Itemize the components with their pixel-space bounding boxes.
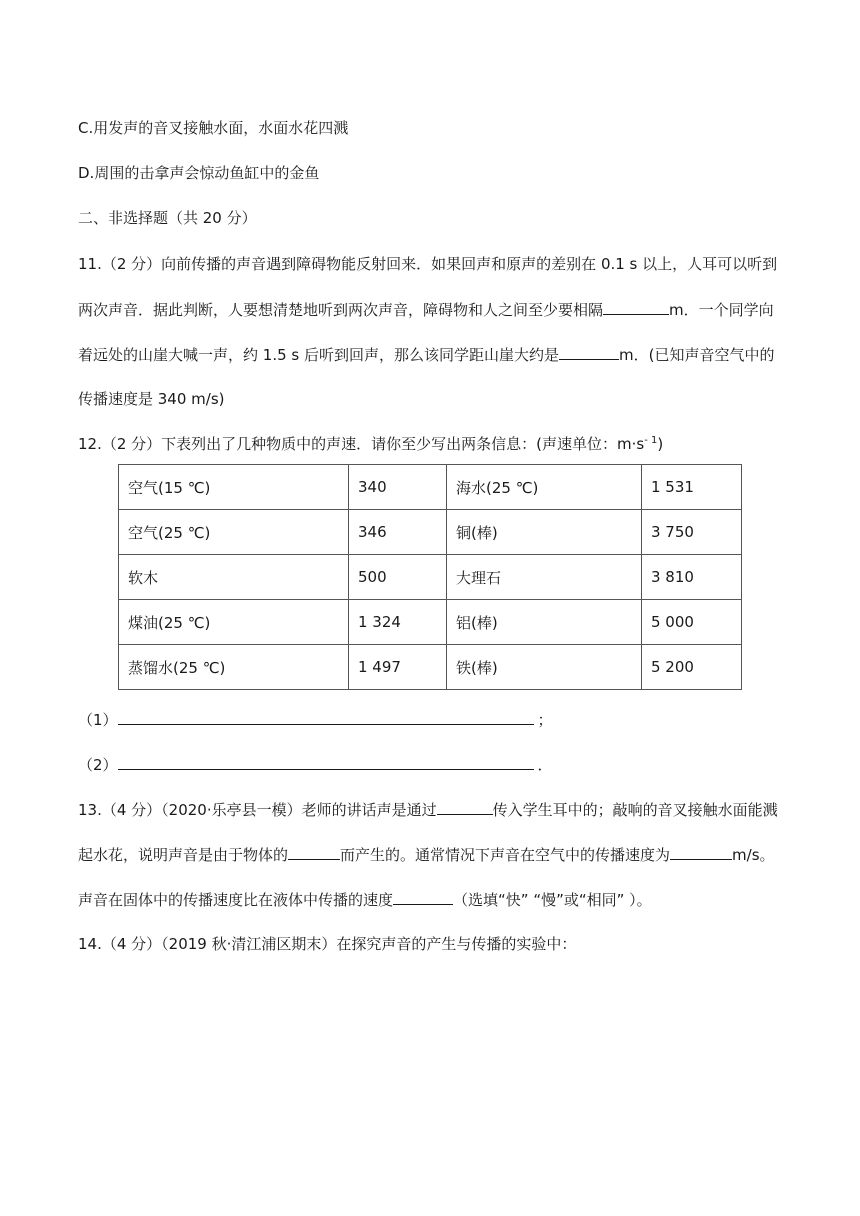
q12-answer-1-label: （1）: [78, 711, 118, 729]
table-cell: 1 324: [349, 600, 447, 645]
q13-line-3-text: 声音在固体中的传播速度比在液体中传播的速度: [78, 891, 394, 909]
q13-line-1-tail: 传入学生耳中的；敲响的音叉接触水面能溅: [492, 801, 778, 819]
table-cell: 346: [349, 510, 447, 555]
q12-answer-1-blank[interactable]: [118, 709, 534, 725]
q12-answer-2-end: ．: [537, 756, 553, 774]
table-cell: 铁(棒): [447, 645, 642, 690]
q11-line-3-tail: m．(已知声音空气中的: [618, 346, 775, 364]
q11-line-2: [78, 299, 774, 320]
q11-line-2-tail: m．一个同学向: [669, 301, 774, 319]
q11-line-3: [78, 344, 774, 365]
q11-line-4: 传播速度是 340 m/s): [78, 390, 225, 408]
option-c: C.用发声的音叉接触水面，水面水花四溅: [78, 119, 349, 137]
table-cell: 3 750: [642, 510, 742, 555]
q11-line-1: 11.（2 分）向前传播的声音遇到障碍物能反射回来．如果回声和原声的差别在 0.1 s 以上，人耳可以听到: [78, 255, 778, 273]
table-cell: 340: [349, 465, 447, 510]
table-row: [119, 645, 742, 690]
table-cell: 空气(25 ℃): [119, 510, 349, 555]
table-cell: 铜(棒): [447, 510, 642, 555]
table-row: [119, 600, 742, 645]
q13-line-2: [78, 844, 775, 865]
q14-line-1: 14.（4 分）（2019 秋·清江浦区期末）在探究声音的产生与传播的实验中：: [78, 935, 577, 953]
table-row: [119, 510, 742, 555]
q12-stem-text: 12.（2 分）下表列出了几种物质中的声速．请你至少写出两条信息：(声速单位：m·s: [78, 435, 645, 453]
table-cell: 5 000: [642, 600, 742, 645]
table-cell: 蒸馏水(25 ℃): [119, 645, 349, 690]
q13-line-2-tail: m/s。: [732, 846, 775, 864]
table-cell: 500: [349, 555, 447, 600]
q12-unit-sup: - 1: [644, 435, 658, 446]
table-cell: 海水(25 ℃): [447, 465, 642, 510]
table-row: [119, 555, 742, 600]
q12-answer-2-label: （2）: [78, 756, 118, 774]
q12-answer-2: [78, 754, 553, 775]
q13-line-1: [78, 799, 778, 820]
table-cell: 煤油(25 ℃): [119, 600, 349, 645]
q13-blank-4[interactable]: [393, 889, 453, 905]
q12-stem: [78, 434, 663, 454]
q13-blank-3[interactable]: [670, 844, 732, 860]
q11-blank-2[interactable]: [559, 344, 619, 360]
q12-stem-close: ): [657, 435, 664, 453]
q12-answer-1: [78, 709, 553, 730]
table-cell: 大理石: [447, 555, 642, 600]
table-cell: 1 531: [642, 465, 742, 510]
table-cell: 铝(棒): [447, 600, 642, 645]
q13-blank-2[interactable]: [288, 844, 340, 860]
table-cell: 软木: [119, 555, 349, 600]
q11-line-3-text: 着远处的山崖大喊一声，约 1.5 s 后听到回声，那么该同学距山崖大约是: [78, 346, 559, 364]
q13-line-2-text: 起水花，说明声音是由于物体的: [78, 846, 289, 864]
q13-blank-1[interactable]: [437, 799, 493, 815]
q13-line-3-tail: （选填“快” “慢”或“相同” ）。: [453, 891, 652, 909]
table-row: [119, 465, 742, 510]
option-d: D.周围的击拿声会惊动鱼缸中的金鱼: [78, 164, 320, 182]
q12-answer-1-end: ；: [537, 711, 553, 729]
q11-blank-1[interactable]: [603, 299, 669, 315]
section-heading: 二、非选择题（共 20 分）: [78, 209, 257, 227]
table-cell: 空气(15 ℃): [119, 465, 349, 510]
sound-speed-table: [118, 464, 742, 690]
q13-line-3: [78, 889, 652, 910]
table-cell: 3 810: [642, 555, 742, 600]
q12-answer-2-blank[interactable]: [118, 754, 534, 770]
q13-line-2-mid: 而产生的。通常情况下声音在空气中的传播速度为: [340, 846, 671, 864]
table-cell: 1 497: [349, 645, 447, 690]
q13-line-1-text: 13.（4 分）（2020·乐亭县一模）老师的讲话声是通过: [78, 801, 437, 819]
q11-line-2-text: 两次声音．据此判断，人要想清楚地听到两次声音，障碍物和人之间至少要相隔: [78, 301, 604, 319]
table-cell: 5 200: [642, 645, 742, 690]
